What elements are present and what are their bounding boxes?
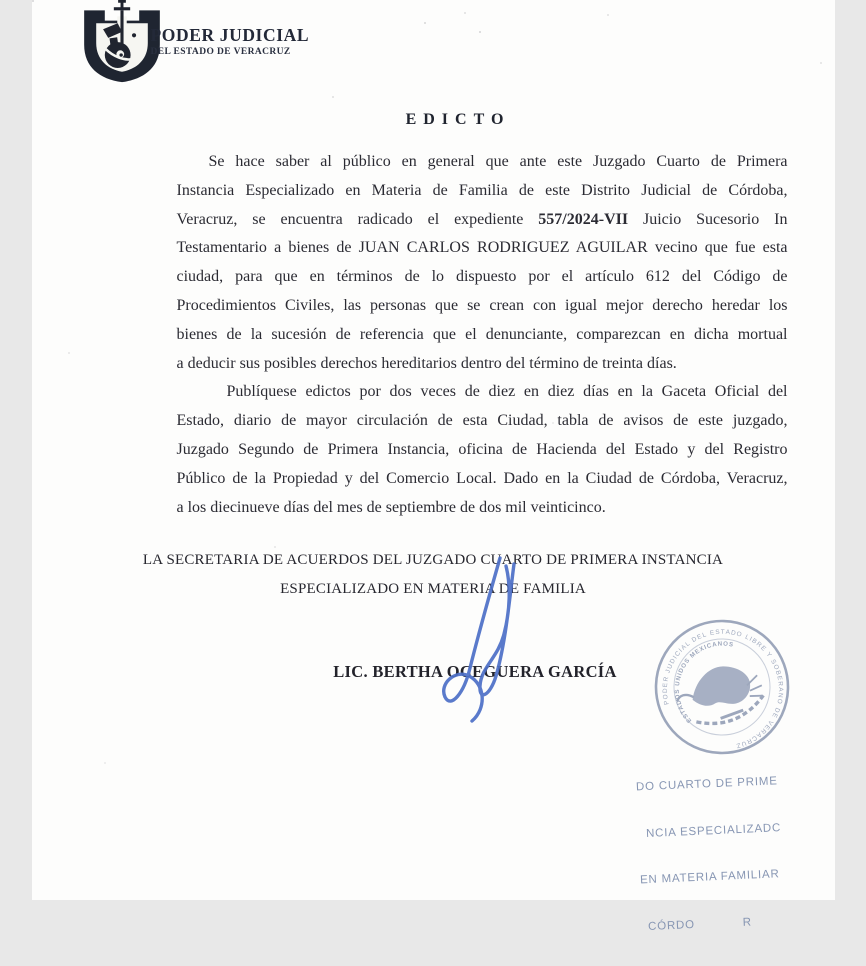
- edict-title: EDICTO: [57, 111, 860, 129]
- paragraph1-line: ciudad, para que en términos de lo dispuesto por el artículo 612 del Código de: [177, 263, 788, 292]
- document-page: [32, 0, 835, 900]
- stamp-ring-text-inner: ESTADOS UNIDOS MEXICANOS: [660, 634, 755, 725]
- stamp-ring-text-outer: PODER JUDICIAL DEL ESTADO LIBRE Y SOBERANO DE VERACRUZ: [644, 611, 800, 767]
- secretary-heading-line2: ESPECIALIZADO EN MATERIA DE FAMILIA: [32, 575, 835, 604]
- org-block: [151, 25, 310, 57]
- secretary-heading-line1: LA SECRETARIA DE ACUERDOS DEL JUZGADO CUARTO DE PRIMERA INSTANCIA: [32, 546, 835, 575]
- org-subtitle: DEL ESTADO DE VERACRUZ: [151, 47, 310, 57]
- edict-body: [177, 148, 788, 522]
- paragraph1-line: Procedimientos Civiles, las personas que se crean con igual mejor derecho heredar los: [177, 292, 788, 321]
- org-name: PODER JUDICIAL: [151, 25, 310, 46]
- stamp-line: CÓRDO R: [641, 911, 841, 935]
- paragraph1-line: [177, 206, 788, 235]
- paragraph2-line: a los diecinueve días del mes de septiembre de dos mil veinticinco.: [177, 494, 788, 523]
- scan-noise: [32, 0, 34, 2]
- paragraph2-line: Público de la Propiedad y del Comercio Local. Dado en la Ciudad de Córdoba, Veracruz,: [177, 465, 788, 494]
- handwritten-signature: [434, 550, 534, 728]
- expediente-pre: Veracruz, se encuentra radicado el expediente: [177, 211, 539, 228]
- paragraph2-line: Publíquese edictos por dos veces de diez en diez días en la Gaceta Oficial del: [177, 378, 788, 407]
- paragraph1-line: Instancia Especializado en Materia de Familia de este Distrito Judicial de Córdoba,: [177, 177, 788, 206]
- paragraph2-line: Juzgado Segundo de Primera Instancia, oficina de Hacienda del Estado y del Registro: [177, 436, 788, 465]
- paragraph1-line: a deducir sus posibles derechos hereditarios dentro del término de treinta días.: [177, 350, 788, 379]
- signer-name: LIC. BERTHA OCEGUERA GARCÍA: [74, 662, 866, 682]
- paragraph2-line: Estado, diario de mayor circulación de esta Ciudad, tabla de avisos de este juzgado,: [177, 407, 788, 436]
- stamp-line: EN MATERIA FAMILIAR: [639, 865, 839, 889]
- judicial-seal-stamp: [632, 597, 812, 777]
- expediente-number: 557/2024-VII: [538, 211, 628, 228]
- expediente-post: Juicio Sucesorio In: [628, 211, 787, 228]
- paragraph1-line: Testamentario a bienes de JUAN CARLOS RODRIGUEZ AGUILAR vecino que fue esta: [177, 234, 788, 263]
- stamp-line: NCIA ESPECIALIZADC: [637, 818, 837, 842]
- stamp-line: DO CUARTO DE PRIME: [635, 772, 835, 796]
- paragraph1-line: bienes de la sucesión de referencia que el denunciante, comparezcan en dicha mortual: [177, 321, 788, 350]
- paragraph1-line: Se hace saber al público en general que ante este Juzgado Cuarto de Primera: [177, 148, 788, 177]
